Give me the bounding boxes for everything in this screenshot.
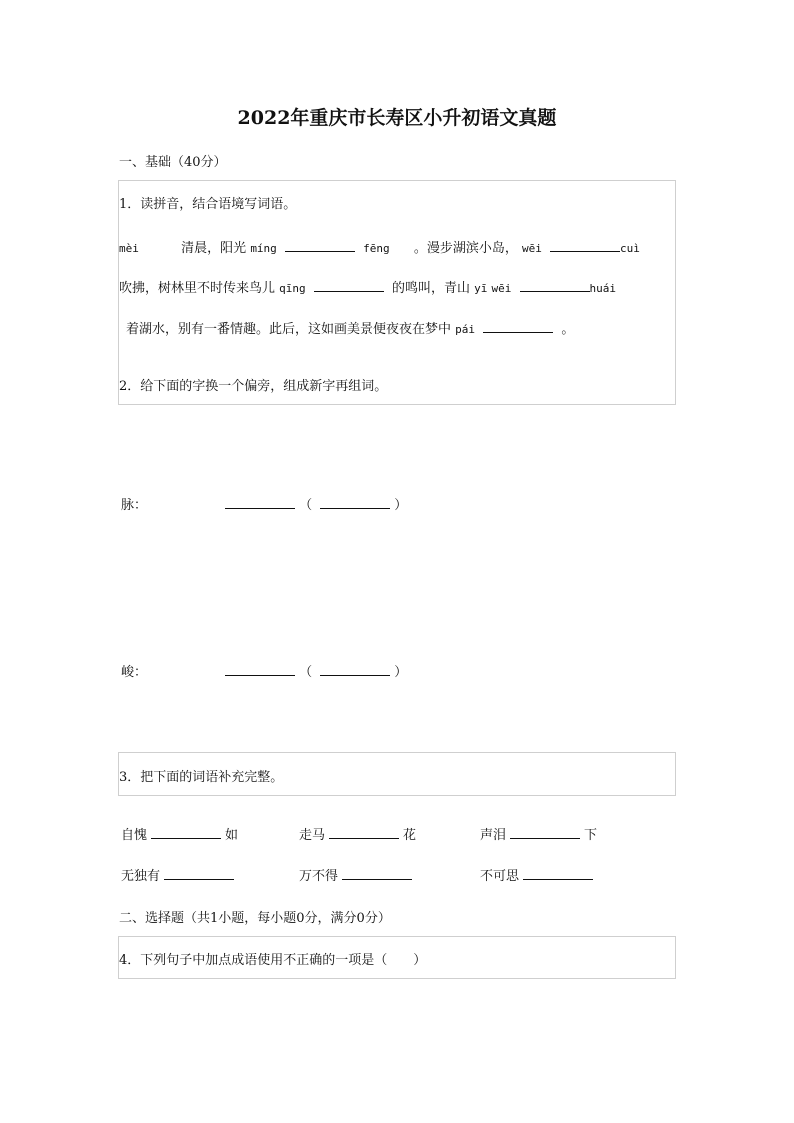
pinyin: cuì: [620, 242, 640, 255]
word-prefix: 自愧: [121, 828, 148, 843]
pinyin: míng: [250, 242, 277, 255]
answer-blank[interactable]: [523, 867, 593, 880]
pinyin: wēi: [522, 242, 542, 255]
q3-item: [480, 824, 597, 843]
pinyin: fēng: [363, 242, 390, 255]
new-char-blank[interactable]: [225, 496, 295, 509]
q2-prompt: 2．给下面的字换一个偏旁，组成新字再组词。: [119, 379, 388, 394]
text: 。: [561, 322, 575, 337]
word-prefix: 万不得: [299, 869, 339, 884]
page-title: 2022年重庆市长寿区小升初语文真题: [237, 107, 557, 129]
answer-blank[interactable]: [510, 826, 580, 839]
word-prefix: 无独有: [121, 869, 161, 884]
pinyin: pái: [455, 323, 476, 336]
answer-blank[interactable]: [329, 826, 399, 839]
word-prefix: 声泪: [480, 828, 507, 843]
word-prefix: 走马: [299, 828, 326, 843]
paren-open: （: [299, 498, 313, 513]
answer-blank[interactable]: [520, 279, 590, 292]
q1-line1: [119, 237, 640, 256]
text: 吹拂，树林里不时传来鸟儿: [119, 281, 276, 296]
source-char: 脉：: [121, 498, 148, 513]
word-suffix: 如: [225, 828, 239, 843]
text: 。漫步湖滨小岛，: [413, 241, 518, 256]
q3-item: [299, 865, 416, 884]
word-blank[interactable]: [320, 496, 390, 509]
q1-line3: [126, 318, 574, 337]
answer-blank[interactable]: [342, 867, 412, 880]
q1-line2: [119, 277, 616, 296]
new-char-blank[interactable]: [225, 663, 295, 676]
answer-blank[interactable]: [314, 279, 384, 292]
answer-blank[interactable]: [550, 239, 620, 252]
word-suffix: 花: [403, 828, 417, 843]
word-blank[interactable]: [320, 663, 390, 676]
text: 着湖水，别有一番情趣。此后，这如画美景便夜夜在梦中: [126, 322, 452, 337]
source-char: 峻：: [121, 665, 148, 680]
answer-blank[interactable]: [285, 239, 355, 252]
q4-prompt: 4．下列句子中加点成语使用不正确的一项是（ ）: [119, 953, 427, 968]
q2-item-1: [121, 494, 407, 513]
word-suffix: 下: [584, 828, 598, 843]
text: 清晨，阳光: [181, 241, 247, 256]
pinyin: yī: [474, 282, 488, 295]
paren-close: ）: [394, 498, 408, 513]
q3-item: [121, 865, 238, 884]
text: 的鸣叫，青山: [391, 281, 470, 296]
pinyin: wēi: [491, 282, 512, 295]
q3-item: [480, 865, 597, 884]
pinyin: mèi: [119, 242, 139, 255]
q3-item: [299, 824, 416, 843]
pinyin: qīng: [279, 282, 306, 295]
pinyin: huái: [589, 282, 616, 295]
answer-blank[interactable]: [151, 826, 221, 839]
paren-open: （: [299, 665, 313, 680]
q3-item: [121, 824, 238, 843]
q1-prompt: 1．读拼音，结合语境写词语。: [119, 197, 297, 212]
q2-item-2: [121, 661, 407, 680]
section-heading-choice: 二、选择题（共1小题，每小题0分，满分0分）: [119, 911, 391, 926]
q3-prompt: 3．把下面的词语补充完整。: [119, 770, 284, 785]
answer-blank[interactable]: [483, 320, 553, 333]
word-prefix: 不可思: [480, 869, 520, 884]
section-heading-basics: 一、基础（40分）: [119, 155, 227, 170]
paren-close: ）: [394, 665, 408, 680]
answer-blank[interactable]: [164, 867, 234, 880]
